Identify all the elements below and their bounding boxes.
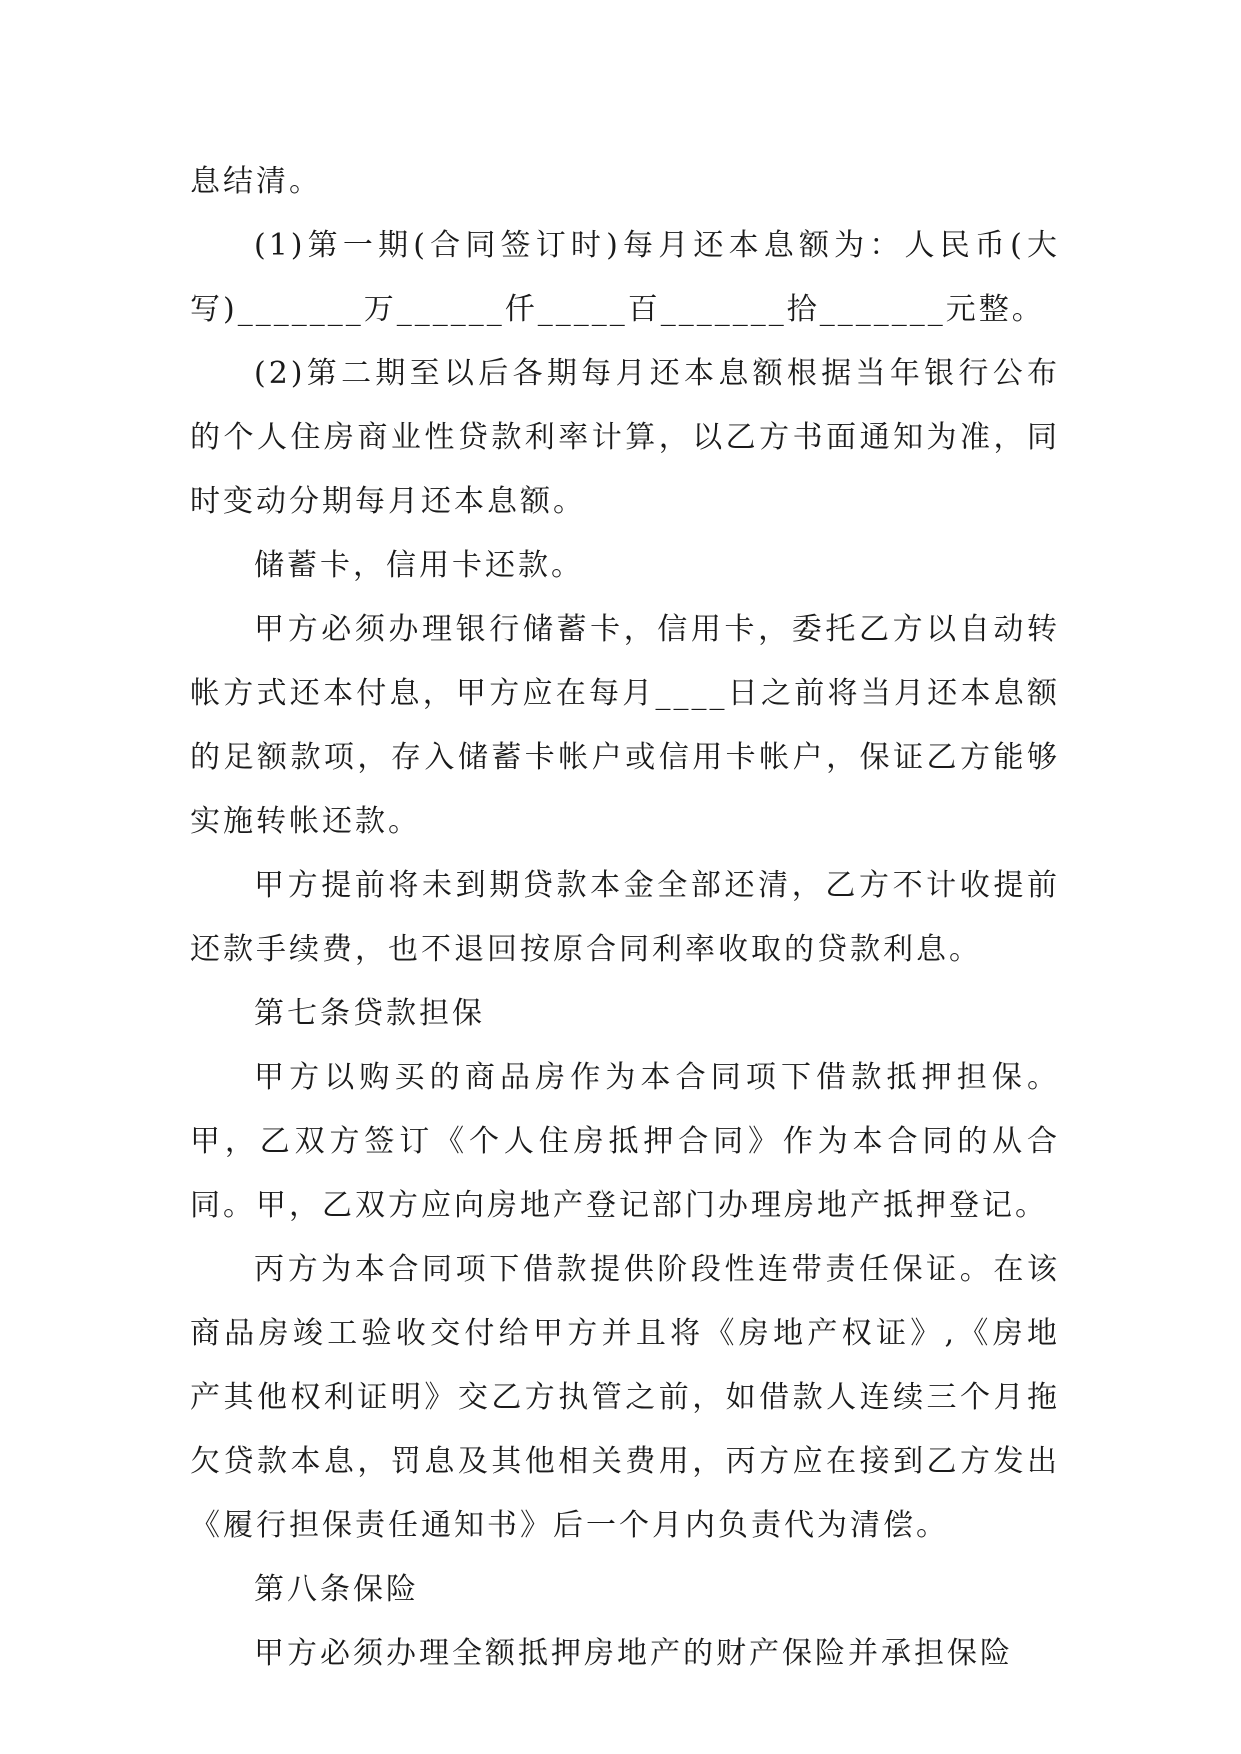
section-heading-article-8: 第八条保险 [254, 1572, 419, 1607]
paragraph-card-requirement: 甲方必须办理银行储蓄卡，信用卡，委托乙方以自动转帐方式还本付息，甲方应在每月____日之前将当月还本息额的足额款项，存入储蓄卡帐户或信用卡帐户，保证乙方能够实施转帐还款。 [190, 612, 1060, 839]
paragraph-early-repayment: 甲方提前将未到期贷款本金全部还清，乙方不计收提前还款手续费，也不退回按原合同利率收取的贷款利息。 [190, 868, 1060, 967]
document-body [190, 150, 1060, 1686]
paragraph-card-repayment: 储蓄卡，信用卡还款。 [254, 548, 584, 583]
paragraph-mortgage-guarantee: 甲方以购买的商品房作为本合同项下借款抵押担保。甲，乙双方签订《个人住房抵押合同》作为本合同的从合同。甲，乙双方应向房地产登记部门办理房地产抵押登记。 [190, 1060, 1060, 1223]
paragraph-insurance: 甲方必须办理全额抵押房地产的财产保险并承担保险 [254, 1636, 1013, 1671]
section-heading-article-7: 第七条贷款担保 [254, 996, 485, 1031]
paragraph-continuation: 息结清。 [190, 164, 322, 199]
paragraph-joint-liability: 丙方为本合同项下借款提供阶段性连带责任保证。在该商品房竣工验收交付给甲方并且将《房地产权证》,《房地产其他权利证明》交乙方执管之前，如借款人连续三个月拖欠贷款本息，罚息及其他相关费用，丙方应在接到乙方发出《履行担保责任通知书》后一个月内负责代为清偿。 [190, 1252, 1060, 1543]
paragraph-first-installment: (1)第一期(合同签订时)每月还本息额为：人民币(大写)_______万______仟_____百_______拾_______元整。 [190, 228, 1060, 327]
paragraph-later-installments: (2)第二期至以后各期每月还本息额根据当年银行公布的个人住房商业性贷款利率计算，以乙方书面通知为准，同时变动分期每月还本息额。 [190, 356, 1060, 519]
